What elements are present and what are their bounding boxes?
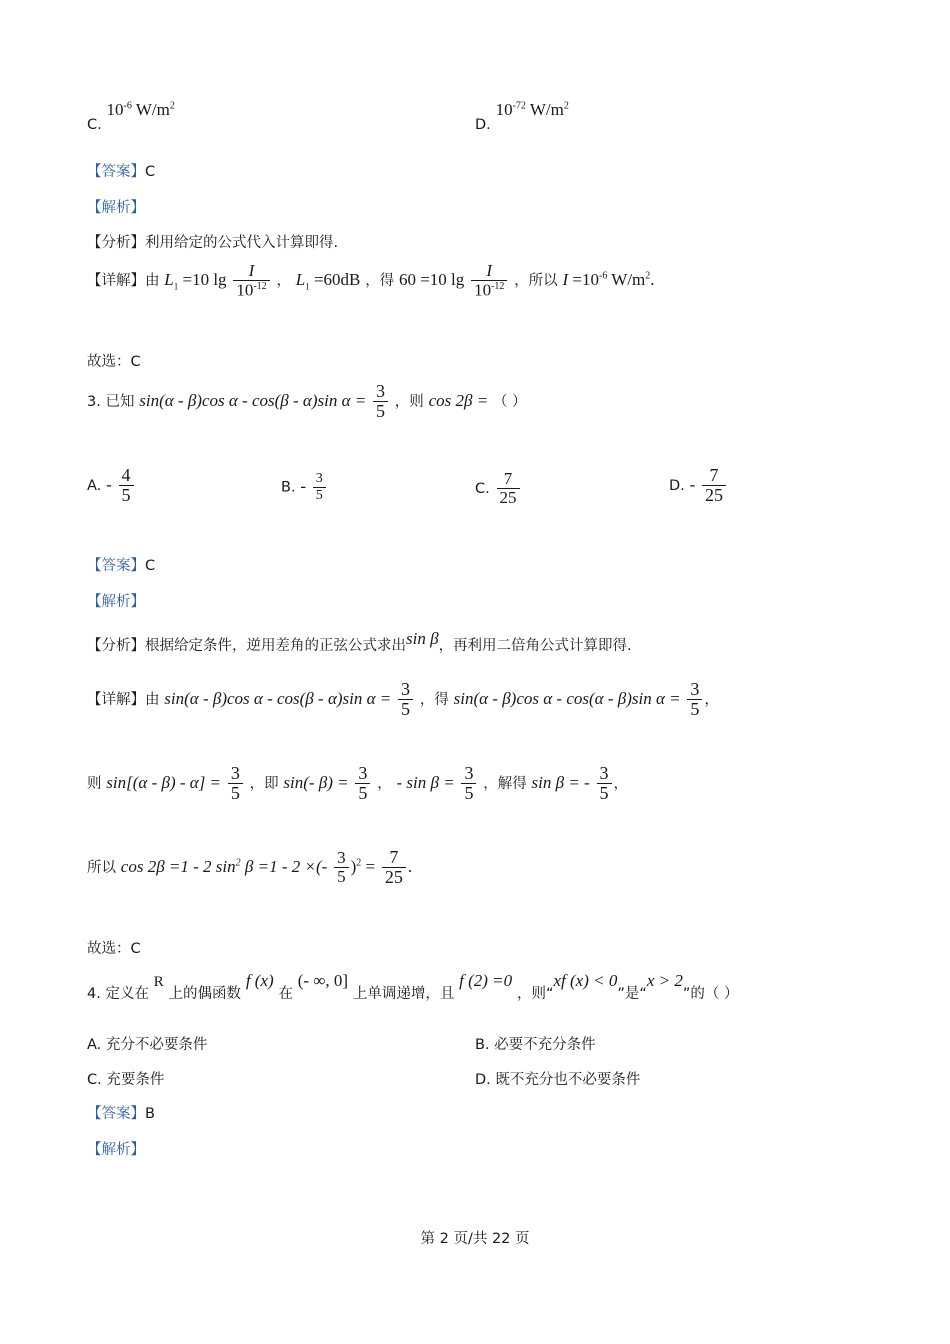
q3-xiangjie-line1: 【详解】由 sin(α - β)cos α - cos(β - α)sin α = $\frac{3}{5}$ ，得 sin(α - β)cos α - cos(α - β)sin α = $\frac{3}{5}$ ，	[87, 679, 719, 719]
q4-answer: 【答案】B	[87, 1106, 155, 1122]
q2-fenxi: 【分析】利用给定的公式代入计算即得.	[87, 235, 339, 251]
q4-analysis-tag: 【解析】	[87, 1142, 145, 1158]
q2-option-d-value: $10^{-72}$ $W/m^2$	[495, 100, 569, 119]
q3-answer: 【答案】C	[87, 558, 156, 574]
q4-stem: 4. 定义在 R 上的偶函数 f (x) 在 (- ∞, 0] 上单调递增，且 f (2) =0 ，则“xf (x) < 0”是“x > 2”的（ ）	[87, 971, 739, 1002]
q3-option-a: A. - $\frac{4}{5}$	[87, 466, 136, 506]
q4-option-b: B. 必要不充分条件	[475, 1037, 596, 1053]
q3-xiangjie-line2: 则 sin[(α - β) - α] = $\frac{3}{5}$ ，即 sin(- β) = $\frac{3}{5}$ ， - sin β = $\frac{3}{5}$ ，解得 sin β = - $\frac{3}{5}$ ，	[87, 763, 629, 803]
q3-conclusion: 故选：C	[87, 941, 141, 957]
q2-answer: 【答案】C	[87, 164, 156, 180]
q2-analysis-tag: 【解析】	[87, 200, 145, 216]
q3-analysis-tag: 【解析】	[87, 594, 145, 610]
q2-option-c: C. $10^{-6}$ $W/m^2$	[87, 100, 175, 133]
q3-option-b: B. - $\frac{3}{5}$	[281, 472, 328, 503]
q3-xiangjie-line3: 所以 cos 2β =1 - 2 $\sin^2 \beta =1 - 2$ ×(- $\frac{3}{5}$ )$^2$ = $\frac{7}{25}$ .	[87, 847, 413, 887]
q4-option-d: D. 既不充分也不必要条件	[475, 1072, 641, 1088]
q2-option-d: D. $10^{-72}$ $W/m^2$	[475, 100, 569, 133]
q4-option-c: C. 充要条件	[87, 1072, 165, 1088]
q3-fenxi: 【分析】根据给定条件，逆用差角的正弦公式求出sin β，再利用二倍角公式计算即得.	[87, 629, 632, 654]
q2-conclusion: 故选：C	[87, 354, 141, 370]
q3-option-d: D. - $\frac{7}{25}$	[669, 466, 728, 506]
q2-xiangjie: 【详解】由 $L_1 =10$ lg $\frac{I}{10^{-12}}$ ， $L_1 =60dB$ ，得 60 =10 lg $\frac{I}{10^{-12}}$ ，所以 $I =10^{-6}$ $W/m^2$.	[87, 261, 655, 300]
page-footer: 第 2 页/共 22 页	[420, 1231, 530, 1247]
q2-option-c-value: $10^{-6}$ $W/m^2$	[106, 100, 175, 119]
q4-option-a: A. 充分不必要条件	[87, 1037, 208, 1053]
q3-stem: 3. 已知 sin(α - β)cos α - cos(β - α)sin α = $\frac{3}{5}$ ，则 cos 2β = （ ）	[87, 381, 527, 421]
q3-option-c: C. $\frac{7}{25}$	[475, 470, 522, 508]
